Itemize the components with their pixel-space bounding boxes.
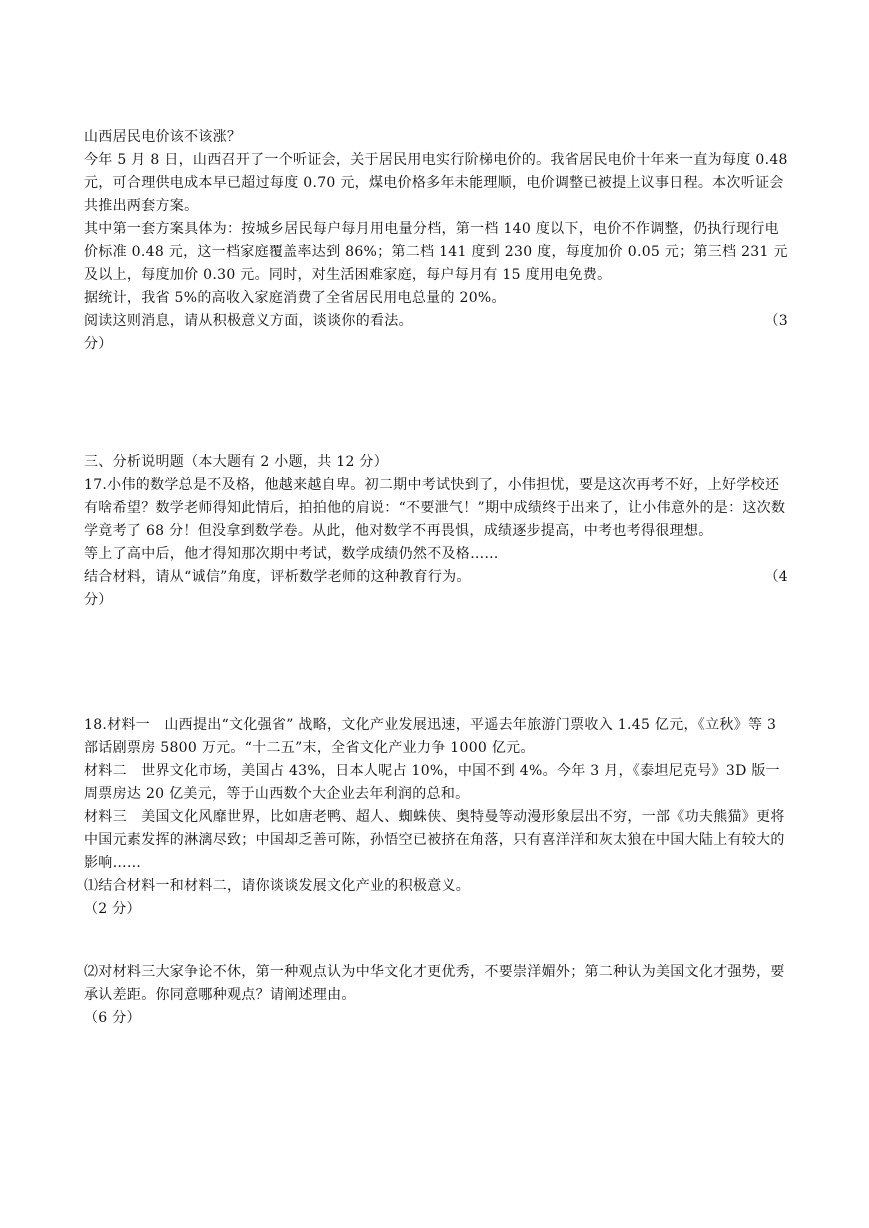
q16-paragraph-1: 今年 5 月 8 日，山西召开了一个听证会，关于居民用电实行阶梯电价的。我省居民电价十年来一直为每度 0.48 元，可合理供电成本早已超过每度 0.70 元，煤电价格多年未能理顺，电价调整已被提上议事日程。本次听证会共推出两套方案。	[84, 152, 788, 214]
q17-question: 结合材料，请从“诚信”角度，评析数学老师的这种教育行为。	[84, 569, 471, 585]
q18-subquestion-1: ⑴结合材料一和材料二，请你谈谈发展文化产业的积极意义。	[84, 878, 471, 894]
q18-sub1-answer-space[interactable]	[84, 921, 788, 961]
q17-score-close: 分）	[84, 592, 113, 608]
q16-paragraph-3: 据统计，我省 5%的高收入家庭消费了全省居民用电总量的 20%。	[84, 290, 506, 306]
q16-answer-space[interactable]	[84, 356, 788, 451]
section-3-heading: 三、分析说明题（本大题有 2 小题，共 12 分）	[84, 454, 389, 470]
q16-score-close: 分）	[84, 336, 113, 352]
q17-answer-space[interactable]	[84, 612, 788, 714]
q17-question-row	[84, 566, 788, 589]
q18-subquestion-2: ⑵对材料三大家争论不休，第一种观点认为中华文化才更优秀，不要崇洋媚外；第二种认为美国文化才强势，要承认差距。你同意哪种观点？请阐述理由。	[84, 964, 785, 1003]
q18-material-3: 材料三 美国文化风靡世界，比如唐老鸭、超人、蜘蛛侠、奥特曼等动漫形象层出不穷，一部《功夫熊猫》更将中国元素发挥的淋漓尽致；中国却乏善可陈，孙悟空已被挤在角落，只有喜洋洋和灰太狼在中国大陆上有较大的影响……	[84, 809, 785, 871]
q16-question: 阅读这则消息，请从积极意义方面，谈谈你的看法。	[84, 313, 413, 329]
q18-subquestion-2-score: （6 分）	[84, 1010, 141, 1026]
q16-question-row	[84, 310, 788, 333]
q16-title: 山西居民电价该不该涨？	[84, 129, 242, 145]
q18-material-1: 18.材料一 山西提出“文化强省” 战略，文化产业发展迅速，平遥去年旅游门票收入 1.45 亿元，《立秋》等 3 部话剧票房 5800 万元。“十二五”末，全省文化产业力争 1000 亿元。	[84, 717, 777, 756]
q16-paragraph-2: 其中第一套方案具体为：按城乡居民每户每月用电量分档，第一档 140 度以下，电价不作调整，仍执行现行电价标准 0.48 元，这一档家庭覆盖率达到 86%；第二档 141 度到 230 度，每度加价 0.05 元；第三档 231 元及以上，每度加价 0.30 元。同时，对生活困难家庭，每户每月有 15 度用电免费。	[84, 221, 788, 283]
exam-page	[84, 126, 788, 1030]
q18-material-2: 材料二 世界文化市场，美国占 43%，日本人呢占 10%，中国不到 4%。今年 3 月，《泰坦尼克号》3D 版一周票房达 20 亿美元，等于山西数个大企业去年利润的总和。	[84, 763, 780, 802]
q17-paragraph-2: 等上了高中后，他才得知那次期中考试，数学成绩仍然不及格……	[84, 546, 499, 562]
q16-score-open: （3	[764, 313, 788, 329]
q17-score-open: （4	[764, 569, 788, 585]
q18-subquestion-1-score: （2 分）	[84, 901, 141, 917]
q17-paragraph-1: 17.小伟的数学总是不及格，他越来越自卑。初二期中考试快到了，小伟担忧，要是这次再考不好，上好学校还有啥希望？数学老师得知此情后，拍拍他的肩说：“不要泄气！”期中成绩终于出来了，让小伟意外的是：这次数学竟考了 68 分！但没拿到数学卷。从此，他对数学不再畏惧，成绩逐步提高，中考也考得很理想。	[84, 477, 786, 539]
